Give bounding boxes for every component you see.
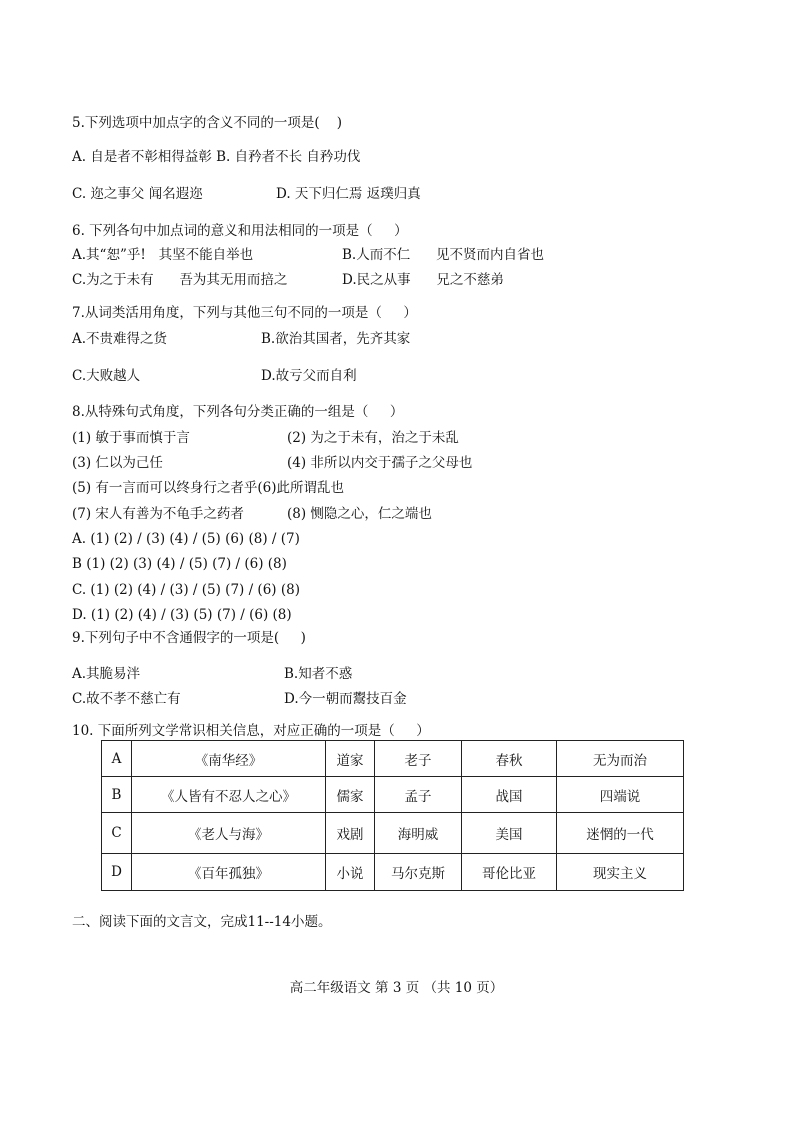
- genre: 戏剧: [326, 813, 375, 854]
- q6-stem: 6. 下列各句中加点词的意义和用法相同的一项是（ ）: [72, 223, 408, 239]
- genre: 儒家: [326, 777, 375, 813]
- era-country: 春秋: [462, 741, 557, 777]
- q8-option-c: C. (1) (2) (4) / (3) / (5) (7) / (6) (8): [72, 582, 300, 598]
- work-title: 《百年孤独》: [132, 854, 326, 891]
- q8-option-b: B (1) (2) (3) (4) / (5) (7) / (6) (8): [72, 556, 287, 572]
- row-label: D: [102, 854, 132, 891]
- table-row: [102, 854, 684, 891]
- school-idea: 迷惘的一代: [557, 813, 684, 854]
- q5-option-d: D. 天下归仁焉 返璞归真: [276, 186, 421, 202]
- q6-option-a: A.其“恕”乎! 其坚不能自举也: [72, 247, 254, 263]
- school-idea: 四端说: [557, 777, 684, 813]
- table-row: [102, 813, 684, 854]
- author: 老子: [375, 741, 462, 777]
- q8-item-3: (3) 仁以为己任: [72, 455, 163, 471]
- author: 海明威: [375, 813, 462, 854]
- work-title: 《南华经》: [132, 741, 326, 777]
- author: 孟子: [375, 777, 462, 813]
- author: 马尔克斯: [375, 854, 462, 891]
- q5-option-c: C. 迩之事父 闻名遐迩: [72, 186, 203, 202]
- q6-option-c: C.为之于未有 吾为其无用而掊之: [72, 272, 288, 288]
- q8-stem: 8.从特殊句式角度，下列各句分类正确的一组是（ ）: [72, 404, 404, 420]
- q9-option-c: C.故不孝不慈亡有: [72, 691, 181, 707]
- q6-option-d: D.民之从事 兄之不慈弟: [342, 272, 504, 288]
- work-title: 《人皆有不忍人之心》: [132, 777, 326, 813]
- school-idea: 无为而治: [557, 741, 684, 777]
- q9-stem: 9.下列句子中不含通假字的一项是( ): [72, 630, 306, 646]
- row-label: A: [102, 741, 132, 777]
- q7-stem: 7.从词类活用角度，下列与其他三句不同的一项是（ ）: [72, 305, 417, 321]
- school-idea: 现实主义: [557, 854, 684, 891]
- q5-option-ab: A. 自是者不彰相得益彰 B. 自矜者不长 自矜功伐: [72, 149, 361, 165]
- q8-item-8: (8) 恻隐之心，仁之端也: [287, 506, 432, 522]
- q8-item-7: (7) 宋人有善为不龟手之药者: [72, 506, 244, 522]
- q8-option-d: D. (1) (2) (4) / (3) (5) (7) / (6) (8): [72, 607, 292, 623]
- q7-option-c: C.大败越人: [72, 368, 141, 384]
- era-country: 哥伦比亚: [462, 854, 557, 891]
- era-country: 美国: [462, 813, 557, 854]
- table-row: [102, 741, 684, 777]
- genre: 道家: [326, 741, 375, 777]
- q8-item-2: (2) 为之于未有，治之于未乱: [287, 430, 459, 446]
- literature-table: [101, 740, 684, 891]
- page-footer: 高二年级语文 第 3 页 （共 10 页）: [289, 980, 504, 996]
- q8-item-4: (4) 非所以内交于孺子之父母也: [287, 455, 473, 471]
- q10-stem: 10. 下面所列文学常识相关信息，对应正确的一项是（ ）: [72, 723, 430, 739]
- q7-option-d: D.故亏父而自利: [261, 368, 357, 384]
- era-country: 战国: [462, 777, 557, 813]
- section-heading: 二、阅读下面的文言文，完成11--14小题。: [72, 914, 332, 930]
- q5-stem: 5.下列选项中加点字的含义不同的一项是( ): [72, 115, 343, 131]
- genre: 小说: [326, 854, 375, 891]
- row-label: B: [102, 777, 132, 813]
- q8-item-5-6: (5) 有一言而可以终身行之者乎(6)此所谓乱也: [72, 480, 345, 496]
- table-row: [102, 777, 684, 813]
- row-label: C: [102, 813, 132, 854]
- q7-option-b: B.欲治其国者，先齐其家: [261, 331, 411, 347]
- q9-option-a: A.其脆易泮: [72, 666, 141, 682]
- q9-option-d: D.今一朝而鬻技百金: [284, 691, 407, 707]
- q8-item-1: (1) 敏于事而慎于言: [72, 430, 190, 446]
- q7-option-a: A.不贵难得之货: [72, 331, 168, 347]
- work-title: 《老人与海》: [132, 813, 326, 854]
- q6-option-b: B.人而不仁 见不贤而内自省也: [342, 247, 544, 263]
- q9-option-b: B.知者不惑: [284, 666, 353, 682]
- q8-option-a: A. (1) (2) / (3) (4) / (5) (6) (8) / (7): [72, 531, 300, 547]
